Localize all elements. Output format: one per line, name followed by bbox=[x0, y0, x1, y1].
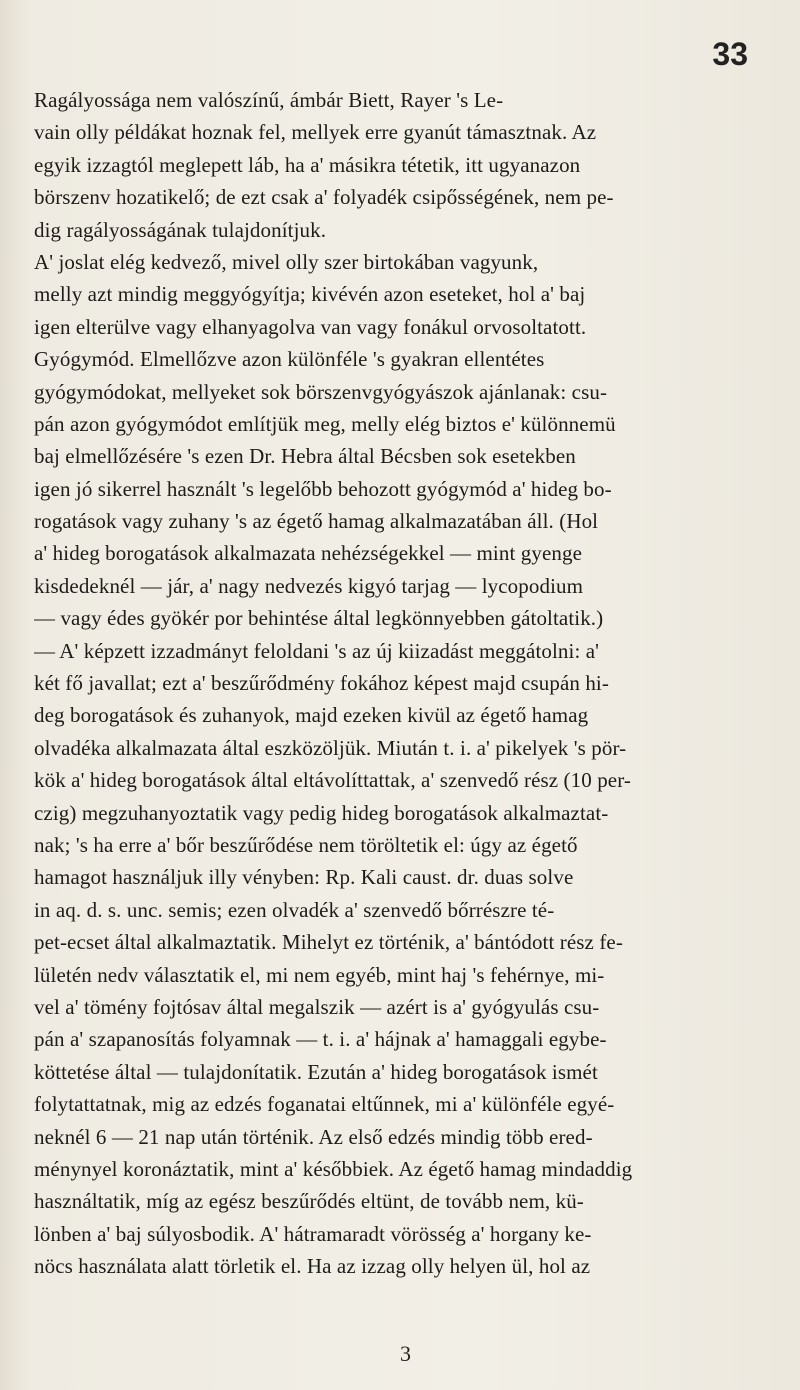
text-line: Ragályossága nem valószínű, ámbár Biett, Rayer 's Le- bbox=[34, 88, 504, 112]
text-line: melly azt mindig meggyógyítja; kivévén azon eseteket, hol a' baj bbox=[34, 282, 586, 307]
text-line: rogatások vagy zuhany 's az égető hamag alkalmazatában áll. (Hol bbox=[34, 509, 599, 534]
text-line: hamagot használjuk illy vényben: Rp. Kali caust. dr. duas solve bbox=[34, 865, 574, 890]
text-line: nöcs használata alatt törletik el. Ha az izzag olly helyen ül, hol az bbox=[34, 1254, 591, 1279]
text-line: vain olly példákat hoznak fel, mellyek erre gyanút támasztnak. Az bbox=[34, 120, 597, 145]
text-line: A' joslat elég kedvező, mivel olly szer birtokában vagyunk, bbox=[34, 249, 539, 274]
text-line: — vagy édes gyökér por behintése által legkönnyebben gátoltatik.) bbox=[34, 606, 604, 631]
text-line: Gyógymód. Elmellőzve azon különféle 's gyakran ellentétes bbox=[34, 347, 545, 372]
text-line: lületén nedv választatik el, mi nem egyéb, mint haj 's fehérnye, mi- bbox=[34, 962, 605, 987]
text-line: pet-ecset által alkalmaztatik. Mihelyt ez történik, a' bántódott rész fe- bbox=[34, 930, 623, 955]
text-line: kök a' hideg borogatások által eltávolíttattak, a' szenvedő rész (10 per- bbox=[34, 768, 631, 793]
text-line: a' hideg borogatások alkalmazata nehézségekkel — mint gyenge bbox=[34, 541, 582, 566]
text-line: két fő javallat; ezt a' beszűrődmény fokához képest majd csupán hi- bbox=[34, 671, 609, 696]
text-line: olvadéka alkalmazata által eszközöljük. Miután t. i. a' pikelyek 's pör- bbox=[34, 735, 627, 760]
text-line: kisdedeknél — jár, a' nagy nedvezés kigyó tarjag — lycopodium bbox=[34, 573, 584, 598]
text-line: igen elterülve vagy elhanyagolva van vagy fonákul orvosoltatott. bbox=[34, 314, 587, 339]
text-line: — A' képzett izzadmányt feloldani 's az új kiizadást meggátolni: a' bbox=[34, 638, 600, 663]
text-line: köttetése által — tulajdonítatik. Ezután a' hideg borogatások ismét bbox=[34, 1059, 598, 1084]
text-line: lönben a' baj súlyosbodik. A' hátramaradt vörösség a' horgany ke- bbox=[34, 1221, 592, 1246]
text-line: gyógymódokat, mellyeket sok börszenvgyógyászok ajánlanak: csu- bbox=[34, 379, 608, 404]
text-line: egyik izzagtól meglepett láb, ha a' másikra tétetik, itt ugyanazon bbox=[34, 152, 581, 177]
text-line: használtatik, míg az egész beszűrődés eltünt, de tovább nem, kü- bbox=[34, 1189, 584, 1214]
text-line: in aq. d. s. unc. semis; ezen olvadék a' szenvedő bőrrészre té- bbox=[34, 897, 555, 922]
text-line: nak; 's ha erre a' bőr beszűrődése nem töröltetik el: úgy az égető bbox=[34, 832, 578, 857]
text-line: ménynyel koronáztatik, mint a' későbbiek. Az égető hamag mindaddig bbox=[34, 1156, 633, 1181]
text-line: pán a' szapanosítás folyamnak — t. i. a' hájnak a' hamaggali egybe- bbox=[34, 1027, 607, 1052]
text-line: börszenv hozatikelő; de ezt csak a' folyadék csipősségének, nem pe- bbox=[34, 185, 614, 210]
text-line: vel a' tömény fojtósav által megalszik — azért is a' gyógyulás csu- bbox=[34, 994, 600, 1019]
body-text bbox=[34, 84, 754, 1282]
text-line: pán azon gyógymódot említjük meg, melly elég biztos e' különnemü bbox=[34, 411, 616, 436]
text-line: neknél 6 — 21 nap után történik. Az első edzés mindig több ered- bbox=[34, 1124, 593, 1149]
text-line: folytattatnak, mig az edzés foganatai eltűnnek, mi a' különféle egyé- bbox=[34, 1092, 615, 1117]
text-line: baj elmellőzésére 's ezen Dr. Hebra által Bécsben sok esetekben bbox=[34, 444, 576, 469]
text-line: igen jó sikerrel használt 's legelőbb behozott gyógymód a' hideg bo- bbox=[34, 476, 612, 501]
text-line: dig ragályosságának tulajdonítjuk. bbox=[34, 217, 327, 242]
text-line: deg borogatások és zuhanyok, majd ezeken kivül az égető hamag bbox=[34, 703, 589, 728]
signature-mark: 3 bbox=[400, 1341, 411, 1366]
page-number: 33 bbox=[712, 36, 748, 72]
text-line: czig) megzuhanyoztatik vagy pedig hideg borogatások alkalmaztat- bbox=[34, 800, 609, 825]
